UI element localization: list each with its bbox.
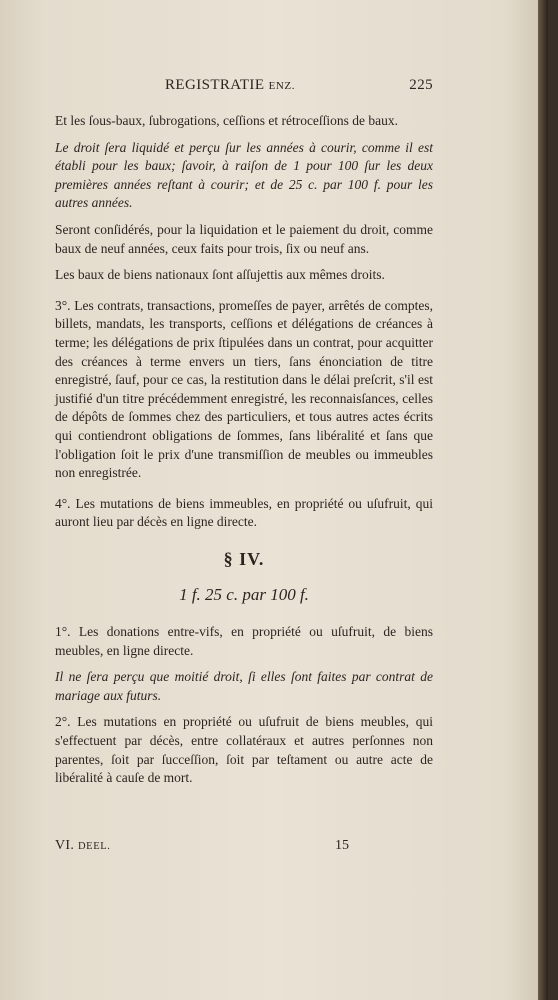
signature-mark: [55, 837, 110, 857]
book-spine: [538, 0, 548, 1000]
running-title: [165, 76, 295, 96]
paragraph-half-duty: Il ne ſera perçu que moitié droit, ſi elles ſont faites par contrat de mariage aux futurs.: [55, 669, 433, 703]
paragraph-donations: 1°. Les donations entre-vifs, en propriété ou uſufruit, de biens meubles, en ligne directe.: [55, 624, 433, 658]
body-text: [55, 112, 433, 788]
page-number: 225: [409, 77, 433, 93]
running-title-main: REGISTRATIE: [165, 77, 265, 93]
running-header: [55, 76, 433, 98]
paragraph-national-leases: Les baux de biens nationaux ſont aſſujettis aux mêmes droits.: [55, 267, 385, 283]
signature-main: VI.: [55, 838, 75, 853]
signature-small: DEEL.: [78, 841, 111, 852]
paragraph-considered-leases: Seront conſidérés, pour la liquidation et le paiement du droit, comme baux de neuf années, ceux faits pour trois, ſix ou neuf ans.: [55, 221, 433, 256]
section-rate: 1 f. 25 c. par 100 f.: [179, 585, 309, 605]
folio-number: 15: [335, 838, 349, 853]
paragraph-duty-liquidation: Le droit ſera liquidé et perçu ſur les années à courir, comme il est établi pour les baux; ſavoir, à raiſon de 1 pour 100 ſur les deux premières années reſtant à courir; et de 25 c. par 100 f. pour les autres années.: [55, 139, 433, 211]
page-footer: [55, 837, 433, 857]
section-heading: § IV.: [223, 548, 265, 569]
paragraph-item-3: 3°. Les contrats, transactions, promeſſes de payer, arrêtés de comptes, billets, mandats, les transports, ceſſions et délégations de créances à terme; les délégations de prix ſtipulées dans un contrat, pour acquitter des créances à terme envers un tiers, ſans énonciation de titre enregistré, ſauf, pour ce cas, la restitution dans le délai preſcrit, s'il est justifié d'un titre précédemment enregistré, les reconnaisſances, celles de dépôts de ſommes chez des particuliers, et tous autres actes écrits qui contiendront obligations de ſommes, ſans libéralité et ſans que l'obligation ſoit le prix d'une transmiſſion de meubles ou immeubles non enregistrée.: [55, 297, 433, 481]
paragraph-mutations: 2°. Les mutations en propriété ou uſufruit de biens meubles, qui s'effectuent par décès, entre collatéraux et autres perſonnes non parentes, ſoit par ſucceſſion, ſoit par teſtament ou autre acte de libéralité à cauſe de mort.: [55, 714, 433, 786]
paragraph-item-4: 4°. Les mutations de biens immeubles, en propriété ou uſufruit, qui auront lieu par décès en ligne directe.: [55, 495, 433, 530]
running-title-small: ENZ.: [268, 80, 296, 92]
paragraph-subleases: Et les ſous-baux, ſubrogations, ceſſions et rétroceſſions de baux.: [55, 113, 399, 128]
